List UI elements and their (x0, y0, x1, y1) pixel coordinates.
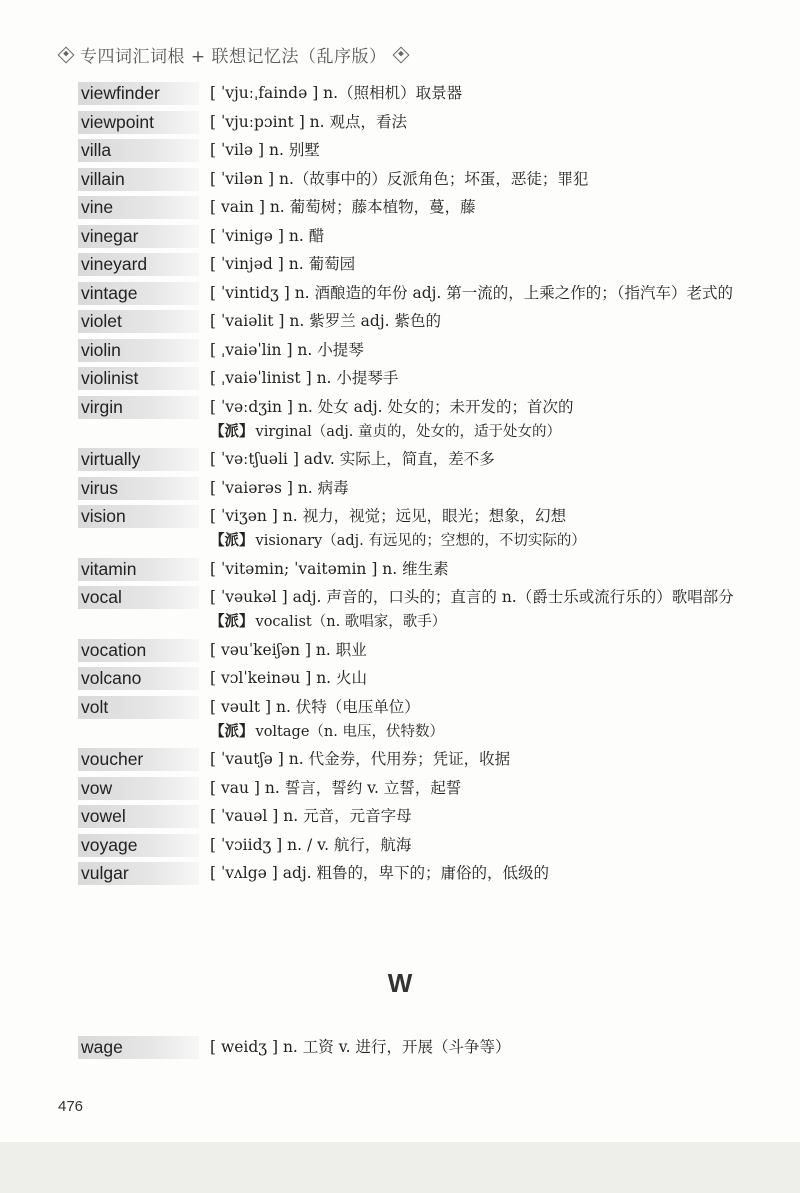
entry-list (78, 82, 758, 891)
entry (78, 225, 758, 248)
entry (78, 1036, 758, 1059)
entry (78, 777, 758, 800)
entry-body (199, 777, 758, 800)
definition: [ vəuˈkeiʃən ] n. 职业 (210, 640, 367, 659)
entry-body (199, 196, 758, 219)
entry-body (199, 477, 758, 500)
definition: [ ˈvilə ] n. 别墅 (210, 141, 320, 159)
definition: [ ˈvəːtʃuəli ] adv. 实际上，简直，差不多 (210, 450, 495, 468)
derivative (210, 421, 758, 443)
diamond-right-icon (392, 46, 409, 63)
derivative-text: visionary（adj. 有远见的；空想的，不切实际的） (255, 533, 586, 549)
entry-body (199, 448, 758, 471)
page-number: 476 (58, 1098, 84, 1115)
derivative-tag: 【派】 (210, 532, 254, 549)
entry (78, 862, 758, 885)
entry (78, 196, 758, 219)
definition: [ vau ] n. 誓言，誓约 v. 立誓，起誓 (210, 778, 462, 797)
definition: [ ˈvinigə ] n. 醋 (210, 226, 325, 245)
entry-body (199, 339, 758, 362)
entry (78, 696, 758, 743)
definition: [ ˈvitəmin; ˈvaitəmin ] n. 维生素 (210, 559, 449, 578)
headword: viewfinder (78, 82, 199, 105)
entry-body (199, 586, 758, 633)
headword: villain (78, 168, 199, 191)
entry (78, 448, 758, 471)
definition: [ ˈvəukəl ] adj. 声音的，口头的；直言的 n.（爵士乐或流行乐的）歌唱部分 (210, 588, 734, 606)
headword: volt (78, 696, 199, 719)
headword: vineyard (78, 253, 199, 276)
headword: vulgar (78, 862, 199, 885)
headword: vintage (78, 282, 199, 305)
entry (78, 396, 758, 443)
definition: [ ˈvaiəlit ] n. 紫罗兰 adj. 紫色的 (210, 312, 441, 330)
definition: [ ˈvjuːˌfaində ] n.（照相机）取景器 (210, 84, 463, 102)
derivative (210, 611, 758, 633)
entry-body (199, 253, 758, 276)
entry-body (199, 834, 758, 857)
entry-body (199, 82, 758, 105)
derivative (210, 721, 758, 743)
running-head (60, 42, 407, 67)
headword: violin (78, 339, 199, 362)
definition: [ ˈvautʃə ] n. 代金券，代用券；凭证，收据 (210, 750, 511, 768)
headword: vision (78, 505, 199, 528)
definition: [ ˈvʌlgə ] adj. 粗鲁的，卑下的；庸俗的，低级的 (210, 864, 550, 882)
derivative-text: virginal（adj. 童贞的，处女的，适于处女的） (255, 423, 561, 440)
entry (78, 834, 758, 857)
definition: [ ˈviʒən ] n. 视力，视觉；远见，眼光；想象，幻想 (210, 507, 567, 525)
book-title: 专四词汇词根 + 联想记忆法（乱序版） (80, 47, 387, 67)
entry-body (199, 139, 758, 162)
derivative-text: vocalist（n. 歌唱家，歌手） (255, 614, 447, 630)
headword: vocation (78, 639, 199, 662)
definition: [ ˈvinjəd ] n. 葡萄园 (210, 255, 356, 273)
derivative (210, 530, 758, 552)
definition: [ ˈvəːdʒin ] n. 处女 adj. 处女的；未开发的；首次的 (210, 397, 574, 416)
entry (78, 367, 758, 390)
headword: violet (78, 310, 199, 333)
entry (78, 168, 758, 191)
headword: voucher (78, 748, 199, 771)
headword: vocal (78, 586, 199, 609)
entry-body (199, 748, 758, 771)
entry-body (199, 282, 758, 305)
entry (78, 667, 758, 690)
entry (78, 310, 758, 333)
definition: [ weidʒ ] n. 工资 v. 进行，开展（斗争等） (210, 1038, 511, 1056)
entry-body (199, 1036, 758, 1059)
headword: vinegar (78, 225, 199, 248)
entry-body (199, 505, 758, 552)
definition: [ vəult ] n. 伏特（电压单位） (210, 697, 420, 716)
entry (78, 558, 758, 581)
entry-body (199, 639, 758, 662)
headword: violinist (78, 367, 199, 390)
entry (78, 505, 758, 552)
definition: [ ˌvaiəˈlin ] n. 小提琴 (210, 340, 364, 359)
definition: [ vain ] n. 葡萄树；藤本植物，蔓，藤 (210, 198, 476, 216)
entry-body (199, 558, 758, 581)
entry (78, 805, 758, 828)
headword: volcano (78, 667, 199, 690)
entry-body (199, 225, 758, 248)
entry (78, 477, 758, 500)
headword: villa (78, 139, 199, 162)
entry (78, 82, 758, 105)
page-edge-shade (0, 1142, 800, 1193)
entry (78, 748, 758, 771)
entry (78, 253, 758, 276)
entry (78, 639, 758, 662)
diamond-left-icon (58, 46, 75, 63)
entry-body (199, 310, 758, 333)
headword: vowel (78, 805, 199, 828)
headword: vitamin (78, 558, 199, 581)
entry-body (199, 367, 758, 390)
entry-body (199, 696, 758, 743)
entry-body (199, 168, 758, 191)
definition: [ ˈvilən ] n.（故事中的）反派角色；坏蛋，恶徒；罪犯 (210, 169, 589, 188)
headword: virtually (78, 448, 199, 471)
definition: [ ˈvjuːpɔint ] n. 观点，看法 (210, 112, 408, 131)
headword: vow (78, 777, 199, 800)
entry-body (199, 396, 758, 443)
derivative-tag: 【派】 (210, 422, 254, 440)
entry-body (199, 667, 758, 690)
headword: viewpoint (78, 111, 199, 134)
definition: [ ˈvɔiidʒ ] n. / v. 航行，航海 (210, 835, 412, 854)
entry (78, 139, 758, 162)
definition: [ vɔlˈkeinəu ] n. 火山 (210, 669, 368, 687)
definition: [ ˈvauəl ] n. 元音，元音字母 (210, 807, 412, 825)
entry-body (199, 111, 758, 134)
entry (78, 339, 758, 362)
headword: virgin (78, 396, 199, 419)
derivative-text: voltage（n. 电压，伏特数） (255, 723, 444, 740)
definition: [ ˈvaiərəs ] n. 病毒 (210, 478, 349, 497)
entry (78, 282, 758, 305)
headword: voyage (78, 834, 199, 857)
headword: virus (78, 477, 199, 500)
derivative-tag: 【派】 (210, 613, 254, 630)
derivative-tag: 【派】 (210, 722, 254, 740)
entry (78, 586, 758, 633)
entry (78, 111, 758, 134)
definition: [ ˌvaiəˈlinist ] n. 小提琴手 (210, 369, 399, 387)
definition: [ ˈvintidʒ ] n. 酒酿造的年份 adj. 第一流的，上乘之作的；（指汽车）老式的 (210, 283, 734, 302)
entry-body (199, 805, 758, 828)
headword: wage (78, 1036, 199, 1059)
entry-body (199, 862, 758, 885)
section-letter: W (387, 968, 413, 998)
headword: vine (78, 196, 199, 219)
